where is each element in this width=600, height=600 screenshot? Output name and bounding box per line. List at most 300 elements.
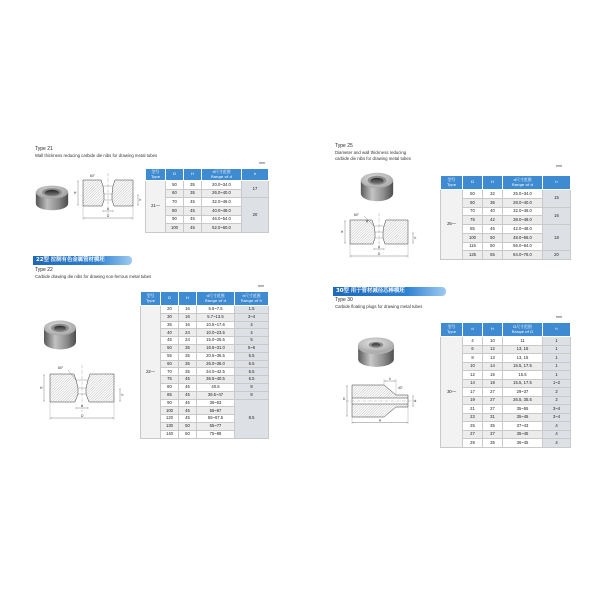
table-cell-col-3: 35 — [179, 360, 197, 368]
column-header-en: Type — [447, 181, 456, 187]
table-cell-col-3: 45 — [184, 215, 202, 224]
table-cell-col-4: 38.0~48.0 — [503, 216, 543, 225]
type-30-banner: 30型 用于管材减径芯棒模坯 — [333, 287, 446, 296]
type-21-unit: mm — [259, 161, 266, 165]
table-cell-col-4: 15.5 — [503, 371, 543, 380]
table-cell-col-2: 120 — [161, 415, 179, 423]
table-cell-col-2: 100 — [166, 224, 184, 233]
header-row — [146, 169, 269, 181]
table-cell-col-3: 36 — [483, 198, 503, 207]
table-cell-col-2: 4 — [463, 337, 483, 346]
section-left — [350, 220, 375, 244]
type-21-description: Wall thickness reducing carbide die nibs for drawing metal tubes — [35, 153, 158, 158]
column-header-en: H — [191, 171, 194, 177]
table-row — [141, 321, 269, 329]
table-cell-col-5: 5.5 — [235, 352, 269, 360]
table-cell-col-4: 5.5~7.5 — [197, 306, 235, 314]
dim-label-H: H — [379, 418, 382, 423]
table-cell-col-3: 37 — [483, 430, 503, 439]
table-cell-col-5: 8 — [235, 383, 269, 391]
column-header-en: Type — [151, 173, 160, 179]
dim-label-H: H — [341, 230, 344, 234]
table-cell-col-2: 50 — [463, 190, 483, 199]
column-header-en: Range of h — [240, 297, 263, 303]
table-cell-col-2: 12 — [463, 371, 483, 380]
table-cell-col-4: 37~43 — [503, 422, 543, 431]
type-code-cell: 25— — [441, 190, 463, 260]
table-cell-col-2: 130 — [161, 422, 179, 430]
table-cell-col-3: 40 — [483, 207, 503, 216]
table-cell-col-2: 35 — [161, 321, 179, 329]
table-cell-col-4: 15.5, 17.5 — [503, 379, 543, 388]
table-cell-col-3: 45 — [184, 198, 202, 207]
table-cell-col-4: 55~77 — [197, 422, 235, 430]
column-header-5 — [242, 169, 269, 181]
column-header-en: Range of d — [511, 181, 534, 187]
type-22-label: Type 22 — [35, 267, 53, 273]
table-cell-col-4: 52.0~60.0 — [202, 224, 242, 233]
dim-label-D: D — [107, 213, 110, 218]
type-22-description: Carbide drawing die nibs for drawing non-ferrous metal tubes — [35, 274, 152, 279]
table-cell-col-2: 25 — [463, 422, 483, 431]
table-cell-col-4: 26.0~40.0 — [202, 189, 242, 198]
radius-label: R — [366, 219, 369, 224]
column-header-2 — [463, 323, 483, 337]
column-header-en: Type — [447, 328, 456, 334]
table-cell-col-5: 1 — [543, 337, 571, 346]
table-cell-col-3: 50 — [179, 430, 197, 438]
column-header-cn: d尺寸范围 — [206, 293, 225, 299]
section-right — [112, 180, 133, 206]
table-cell-col-5: 16 — [543, 207, 571, 225]
table-cell-col-2: 75 — [463, 216, 483, 225]
type-25-unit: mm — [556, 164, 563, 168]
column-header-2 — [166, 169, 184, 181]
type-code-cell: 22— — [141, 306, 161, 439]
table-row — [141, 360, 269, 368]
column-header-en: Type — [146, 297, 155, 303]
table-cell-col-2: 90 — [166, 215, 184, 224]
table-cell-col-2: 21 — [463, 405, 483, 414]
dim-label-h: h — [121, 393, 124, 397]
table-cell-col-2: 50 — [161, 344, 179, 352]
table-cell-col-5: 20 — [543, 251, 571, 260]
table-cell-col-4: 15.5, 17.5 — [503, 362, 543, 371]
table-row — [146, 181, 269, 190]
table-cell-col-3: 27 — [483, 405, 503, 414]
table-cell-col-2: 45 — [161, 337, 179, 345]
table-cell-col-3: 35 — [483, 422, 503, 431]
table-row — [141, 344, 269, 352]
table-cell-col-3: 50 — [483, 242, 503, 251]
table-cell-col-2: 55 — [161, 352, 179, 360]
table-cell-col-2: 90 — [161, 399, 179, 407]
table-cell-col-5: 2 — [543, 388, 571, 397]
type-30-label: Type 30 — [335, 297, 353, 303]
table-cell-col-3: 45 — [179, 383, 197, 391]
table-cell-col-4: 26.5, 35.5 — [503, 396, 543, 405]
column-header-cn: d尺寸范围 — [212, 169, 231, 175]
column-header-en: Range of d — [210, 173, 233, 179]
type-21-product-photo — [33, 178, 71, 216]
table-cell-col-4: 25.0~34.0 — [503, 190, 543, 199]
table-cell-col-2: 29 — [463, 439, 483, 448]
type-22-banner: 22型 拉制有色金属管材模坯 — [33, 256, 132, 265]
table-cell-col-5: 17 — [242, 181, 269, 198]
table-cell-col-4: 46.0~54.0 — [202, 215, 242, 224]
table-cell-col-2: 50 — [166, 181, 184, 190]
table-cell-col-4: 40.0~48.0 — [202, 207, 242, 216]
table-cell-col-5: 6.5 — [235, 376, 269, 384]
table-cell-col-5: 4 — [543, 422, 571, 431]
angle-label: 60° — [58, 366, 64, 370]
table-cell-col-3: 45 — [184, 207, 202, 216]
table-cell-col-5: 3~4 — [543, 405, 571, 414]
type-22-unit: mm — [258, 284, 265, 288]
type-30-unit: mm — [556, 315, 563, 319]
table-head — [441, 176, 571, 190]
type-code-cell: 30— — [441, 337, 463, 448]
table-cell-col-2: 60 — [161, 360, 179, 368]
column-header-3 — [483, 176, 503, 190]
table-head — [146, 169, 269, 181]
table-cell-col-3: 45 — [179, 407, 197, 415]
bore-hole — [371, 343, 380, 347]
table-cell-col-5: 6.5 — [235, 368, 269, 376]
table-row — [141, 391, 269, 399]
dim-label-H: H — [74, 191, 77, 195]
table-cell-col-4: 32.0~46.0 — [202, 198, 242, 207]
table-cell-col-5: 1 — [543, 371, 571, 380]
table-cell-col-5: 4 — [235, 329, 269, 337]
table-cell-col-2: 75 — [161, 376, 179, 384]
table-cell-col-5: 8 — [235, 391, 269, 399]
table-cell-col-2: 10 — [463, 362, 483, 371]
table-cell-col-5: 5 — [235, 337, 269, 345]
column-header-en: H — [186, 295, 189, 301]
table-cell-col-4: 20.5~36.5 — [197, 352, 235, 360]
table-row — [141, 352, 269, 360]
table-cell-col-3: 45 — [179, 415, 197, 423]
table-cell-col-3: 16 — [179, 321, 197, 329]
table-cell-col-3: 35 — [184, 181, 202, 190]
table-cell-col-3: 45 — [179, 391, 197, 399]
column-header-en: h — [253, 171, 257, 177]
table-cell-col-2: 40 — [161, 329, 179, 337]
dim-label-D: D — [343, 397, 346, 401]
type-code-cell: 21— — [146, 181, 166, 233]
table-cell-col-5: 1 — [543, 345, 571, 354]
column-header-4 — [202, 169, 242, 181]
dim-label-d: d — [107, 207, 109, 211]
bore-hole — [45, 190, 59, 196]
table-cell-col-5: 4 — [543, 439, 571, 448]
table-row — [141, 313, 269, 321]
column-header-cn: h尺寸范围 — [242, 293, 261, 299]
dim-label-d: d — [81, 403, 83, 408]
table-cell-col-2: 6 — [463, 345, 483, 354]
table-cell-col-3: 45 — [179, 376, 197, 384]
column-header-en: Range of d — [204, 297, 227, 303]
header-row — [141, 292, 269, 306]
table-cell-col-4: 29~37 — [503, 388, 543, 397]
type-25-label: Type 25 — [335, 143, 353, 149]
section-left — [83, 180, 104, 206]
table-cell-col-4: 13, 15 — [503, 345, 543, 354]
table-cell-col-3: 16 — [179, 306, 197, 314]
table-cell-col-4: 48.0~56.0 — [503, 233, 543, 242]
table-cell-col-2: 85 — [161, 391, 179, 399]
table-cell-col-2: 80 — [161, 383, 179, 391]
column-header-1 — [146, 169, 166, 181]
column-header-en: D — [471, 179, 474, 185]
table-cell-col-3: 50 — [483, 233, 503, 242]
table-cell-col-4: 5.7~13.5 — [197, 313, 235, 321]
column-header-cn: D尺寸范围 — [513, 324, 532, 330]
table-cell-col-5: 20 — [242, 198, 269, 233]
table-cell-col-3: 55 — [483, 251, 503, 260]
table-cell-col-2: 140 — [161, 430, 179, 438]
table-cell-col-2: 115 — [463, 242, 483, 251]
column-header-2 — [463, 176, 483, 190]
column-header-cn: 型号 — [447, 177, 456, 183]
table-cell-col-2: 60 — [166, 189, 184, 198]
table-cell-col-3: 42 — [483, 216, 503, 225]
table-cell-col-2: 14 — [463, 379, 483, 388]
table-cell-col-3: 27 — [483, 388, 503, 397]
table-cell-col-2: 30 — [161, 313, 179, 321]
bore-hole — [370, 178, 383, 184]
column-header-3 — [483, 323, 503, 337]
dim-label-h: h — [414, 236, 417, 240]
table-cell-col-5: 3~4 — [543, 413, 571, 422]
table-cell-col-2: 70 — [166, 198, 184, 207]
table-cell-col-4: 35~45 — [503, 413, 543, 422]
table-cell-col-2: 23 — [463, 413, 483, 422]
table-cell-col-2: 125 — [463, 251, 483, 260]
section-lower — [352, 404, 408, 417]
type-21-spec-table — [145, 168, 269, 233]
table-cell-col-2: 100 — [463, 233, 483, 242]
column-header-en: D — [168, 295, 171, 301]
table-row — [141, 368, 269, 376]
table-cell-col-3: 35 — [179, 352, 197, 360]
header-row — [441, 176, 571, 190]
table-cell-col-3: 16 — [483, 371, 503, 380]
column-header-3 — [184, 169, 202, 181]
table-cell-col-4: 64.0~76.0 — [503, 251, 543, 260]
table-cell-col-5: 1 — [543, 362, 571, 371]
table-cell-col-5: 1.5 — [235, 306, 269, 314]
table-cell-col-5: 1~2 — [543, 379, 571, 388]
table-cell-col-4: 55~67 — [197, 407, 235, 415]
table-cell-col-3: 12 — [483, 345, 503, 354]
table-cell-col-4: 16.5~31.0 — [197, 344, 235, 352]
column-header-1 — [441, 176, 463, 190]
bore-hole — [54, 326, 66, 332]
table-cell-col-4: 32.0~46.0 — [503, 207, 543, 216]
column-header-cn: 型号 — [151, 169, 160, 175]
table-row — [141, 376, 269, 384]
table-cell-col-4: 10.0~23.5 — [197, 329, 235, 337]
table-cell-col-3: 35 — [483, 439, 503, 448]
table-cell-col-4: 36.5~40.5 — [197, 376, 235, 384]
dim-label-D: D — [81, 413, 84, 418]
table-cell-col-4: 40.5 — [197, 383, 235, 391]
type-21-label: Type 21 — [35, 146, 53, 152]
column-header-en: H — [491, 179, 494, 185]
column-header-cn: 型号 — [146, 293, 155, 299]
column-header-en: h — [555, 179, 558, 185]
column-header-en: h — [555, 326, 558, 332]
table-cell-col-2: 100 — [161, 407, 179, 415]
table-cell-col-5: 4 — [543, 430, 571, 439]
table-cell-col-4: 56.0~64.0 — [503, 242, 543, 251]
table-cell-col-2: 17 — [463, 388, 483, 397]
dim-label-H: H — [40, 386, 43, 390]
column-header-5 — [543, 176, 571, 190]
dim-label-h: h — [389, 376, 391, 381]
table-row — [141, 329, 269, 337]
type-22-product-photo — [40, 314, 80, 354]
table-cell-col-4: 55~67.5 — [197, 415, 235, 423]
column-header-cn: d尺寸范围 — [513, 177, 532, 183]
table-cell-col-3: 27 — [483, 396, 503, 405]
type-21-section-drawing — [73, 170, 143, 228]
table-cell-col-4: 13, 15 — [503, 354, 543, 363]
table-cell-col-4: 36~45 — [503, 439, 543, 448]
type-30-description: Carbide floating plugs for drawing metal tubes — [335, 304, 423, 309]
column-header-en: d — [471, 326, 474, 332]
column-header-5 — [543, 323, 571, 337]
table-cell-col-3: 50 — [179, 422, 197, 430]
table-cell-col-2: 85 — [463, 225, 483, 234]
section-right — [86, 374, 114, 402]
table-cell-col-2: 8 — [463, 354, 483, 363]
type-22-spec-table — [140, 291, 269, 439]
header-row — [441, 323, 571, 337]
table-cell-col-4: 36~53 — [197, 399, 235, 407]
table-cell-col-2: 70 — [463, 207, 483, 216]
table-cell-col-3: 18 — [483, 379, 503, 388]
table-cell-col-3: 45 — [179, 399, 197, 407]
table-cell-col-3: 45 — [483, 225, 503, 234]
table-cell-col-3: 24 — [179, 337, 197, 345]
table-cell-col-2: 27 — [463, 430, 483, 439]
type-25-description-line-1: Diameter and wall thickness reducing — [335, 150, 407, 155]
table-cell-col-5: 1 — [543, 354, 571, 363]
column-header-en: H — [491, 326, 494, 332]
column-header-3 — [179, 292, 197, 306]
table-cell-col-5: 8.5 — [235, 399, 269, 438]
table-cell-col-4: 26.0~36.0 — [197, 360, 235, 368]
table-body — [441, 337, 571, 448]
section-left — [50, 374, 78, 402]
type-25-description-line-2: carbide die nibs for drawing metal tubes — [335, 155, 411, 161]
table-cell-col-5: 6.5 — [235, 360, 269, 368]
column-header-4 — [503, 323, 543, 337]
table-head — [141, 292, 269, 306]
table-row — [141, 399, 269, 407]
table-cell-col-5: 4 — [235, 321, 269, 329]
table-cell-col-3: 45 — [184, 224, 202, 233]
table-cell-col-4: 34.0~42.5 — [197, 368, 235, 376]
table-cell-col-3: 35 — [179, 368, 197, 376]
dim-label-h: h — [139, 198, 142, 202]
table-cell-col-5: 18 — [543, 225, 571, 251]
column-header-4 — [503, 176, 543, 190]
table-cell-col-3: 32 — [483, 190, 503, 199]
table-cell-col-4: 15.0~25.5 — [197, 337, 235, 345]
angle-label: 60° — [354, 213, 359, 217]
table-cell-col-3: 16 — [179, 313, 197, 321]
dim-label-d: d — [378, 244, 380, 249]
table-cell-col-5: 3~4 — [235, 313, 269, 321]
table-cell-col-3: 35 — [184, 189, 202, 198]
angle-label: 40° — [398, 386, 403, 390]
table-body — [441, 190, 571, 260]
dim-label-D: D — [378, 251, 381, 256]
table-cell-col-3: 31 — [483, 413, 503, 422]
table-cell-col-2: 80 — [166, 207, 184, 216]
table-cell-col-5: 15 — [543, 190, 571, 208]
type-25-section-drawing — [340, 210, 418, 264]
column-header-2 — [161, 292, 179, 306]
table-body — [146, 181, 269, 233]
column-header-5 — [235, 292, 269, 306]
table-cell-col-4: 35~55 — [503, 405, 543, 414]
table-head — [441, 323, 571, 337]
table-row — [141, 337, 269, 345]
column-header-en: D — [173, 171, 176, 177]
column-header-1 — [441, 323, 463, 337]
table-cell-col-2: 60 — [463, 198, 483, 207]
table-row — [141, 383, 269, 391]
table-cell-col-5: 2 — [543, 396, 571, 405]
table-row — [441, 337, 571, 346]
table-row — [141, 306, 269, 314]
type-25-product-photo — [358, 168, 396, 206]
table-cell-col-4: 11 — [503, 337, 543, 346]
table-body — [141, 306, 269, 439]
table-cell-col-3: 14 — [483, 362, 503, 371]
type-25-spec-table — [440, 175, 571, 260]
type-30-product-photo — [355, 328, 397, 370]
table-cell-col-4: 36.5~47 — [197, 391, 235, 399]
table-cell-col-4: 10.5~17.6 — [197, 321, 235, 329]
column-header-en: Range of D — [511, 328, 534, 334]
table-cell-col-2: 70 — [161, 368, 179, 376]
angle-label: 60° — [90, 174, 95, 178]
dim-label-d: d — [414, 399, 417, 403]
table-cell-col-3: 35 — [179, 344, 197, 352]
section-right — [383, 220, 408, 244]
table-cell-col-3: 10 — [483, 337, 503, 346]
type-30-section-drawing — [342, 375, 424, 427]
table-cell-col-5: 5~6 — [235, 344, 269, 352]
column-header-1 — [141, 292, 161, 306]
table-cell-col-2: 19 — [463, 396, 483, 405]
table-cell-col-4: 35~45 — [503, 430, 543, 439]
type-30-spec-table — [440, 322, 571, 448]
table-cell-col-4: 42.0~48.0 — [503, 225, 543, 234]
table-row — [441, 190, 571, 199]
table-cell-col-3: 13 — [483, 354, 503, 363]
table-cell-col-4: 75~88 — [197, 430, 235, 438]
table-cell-col-4: 28.0~40.0 — [503, 198, 543, 207]
table-cell-col-4: 20.0~34.0 — [202, 181, 242, 190]
table-cell-col-2: 20 — [161, 306, 179, 314]
